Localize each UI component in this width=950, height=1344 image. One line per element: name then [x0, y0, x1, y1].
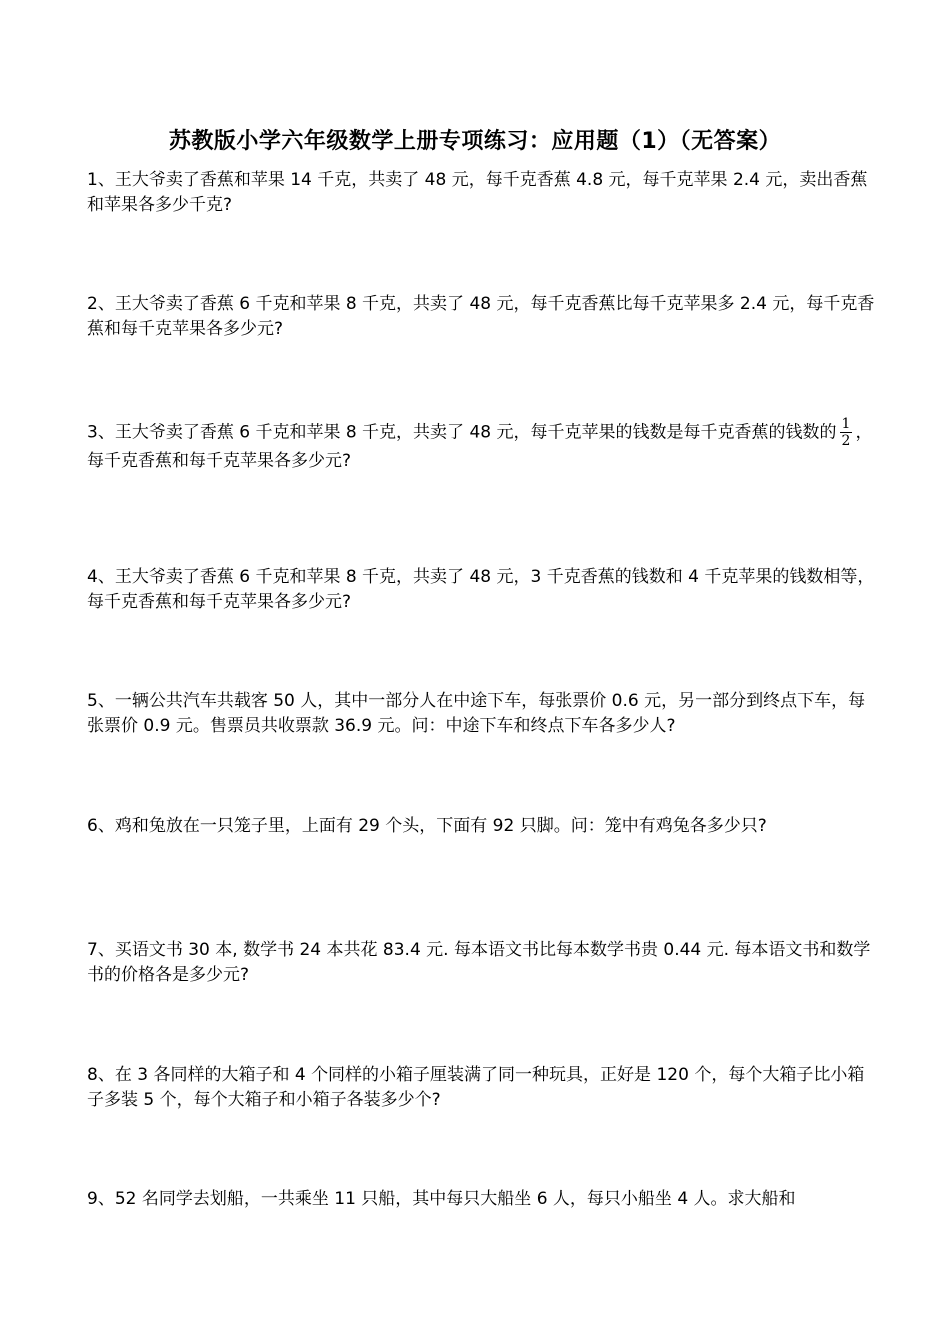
question-9: 9、52 名同学去划船，一共乘坐 11 只船，其中每只大船坐 6 人，每只小船坐 4 人。求大船和 — [87, 1189, 796, 1209]
question-3-text-after: ，每千克香蕉和每千克苹果各多少元? — [87, 422, 873, 471]
question-5: 5、一辆公共汽车共载客 50 人，其中一部分人在中途下车，每张票价 0.6 元，另一部分到终点下车，每张票价 0.9 元。售票员共收票款 36.9 元。问：中途下车和终点下车各多少人? — [87, 691, 866, 736]
page-title: 苏教版小学六年级数学上册专项练习：应用题（1）（无答案） — [168, 129, 782, 154]
question-3-text-before: 3、王大爷卖了香蕉 6 千克和苹果 8 千克，共卖了 48 元，每千克苹果的钱数是每千克香蕉的钱数的 — [87, 422, 837, 443]
question-4: 4、王大爷卖了香蕉 6 千克和苹果 8 千克，共卖了 48 元，3 千克香蕉的钱数和 4 千克苹果的钱数相等，每千克香蕉和每千克苹果各多少元? — [87, 567, 875, 612]
question-2: 2、王大爷卖了香蕉 6 千克和苹果 8 千克，共卖了 48 元，每千克香蕉比每千克苹果多 2.4 元，每千克香蕉和每千克苹果各多少元? — [87, 294, 875, 339]
question-1: 1、王大爷卖了香蕉和苹果 14 千克，共卖了 48 元，每千克香蕉 4.8 元，每千克苹果 2.4 元，卖出香蕉和苹果各多少千克? — [87, 170, 868, 215]
fraction-denominator: 2 — [841, 433, 851, 449]
question-3 — [87, 416, 877, 474]
question-8: 8、在 3 各同样的大箱子和 4 个同样的小箱子厘装满了同一种玩具，正好是 120 个，每个大箱子比小箱子多装 5 个，每个大箱子和小箱子各装多少个? — [87, 1065, 865, 1110]
question-7: 7、买语文书 30 本, 数学书 24 本共花 83.4 元. 每本语文书比每本数学书贵 0.44 元. 每本语文书和数学书的价格各是多少元? — [87, 940, 871, 985]
fraction-one-half — [840, 416, 853, 449]
fraction-numerator: 1 — [841, 416, 851, 432]
question-6: 6、鸡和兔放在一只笼子里，上面有 29 个头，下面有 92 只脚。问：笼中有鸡兔各多少只? — [87, 816, 767, 836]
